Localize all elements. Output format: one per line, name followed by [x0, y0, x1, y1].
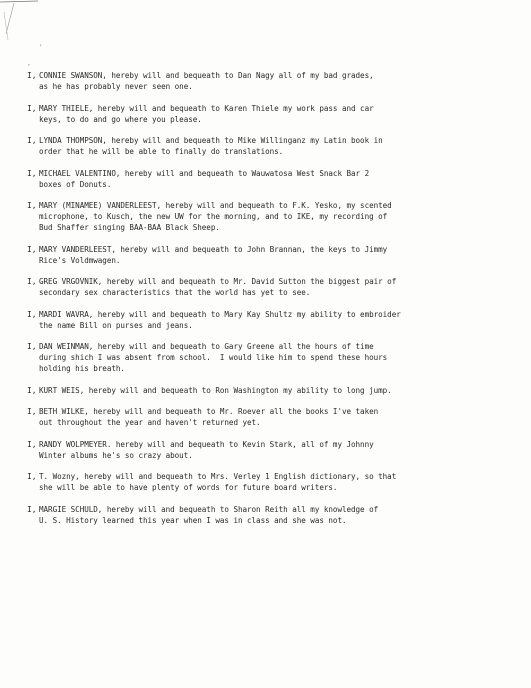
bequest-entry — [27, 471, 517, 493]
bequest-entry — [27, 103, 517, 125]
bequest-list — [27, 70, 517, 536]
entry-lead: I, — [27, 277, 37, 286]
entry-line: as he has probably never seen one. — [39, 82, 193, 91]
bequest-entry — [27, 135, 517, 157]
entry-lead: I, — [27, 407, 37, 416]
entry-text — [39, 276, 517, 298]
entry-line: Rice's Voldmwagen. — [39, 255, 121, 265]
bequest-entry — [27, 504, 517, 526]
entry-line: MARGIE SCHULD, hereby will and bequeath to Sharon Reith all my knowledge of — [39, 504, 379, 514]
entry-lead: I, — [27, 439, 37, 449]
bequest-entry — [27, 406, 517, 428]
bequest-entry — [27, 309, 517, 331]
entry-line: Winter albums he's so crazy about. — [39, 450, 193, 460]
entry-lead: I, — [27, 71, 37, 80]
entry-text — [39, 439, 517, 461]
bequest-entry — [27, 70, 517, 92]
entry-text — [39, 385, 517, 396]
entry-line: LYNDA THOMPSON, hereby will and bequeath to Mike Willinganz my Latin book in — [39, 136, 383, 145]
entry-lead: I, — [27, 136, 37, 145]
entry-line: RANDY WOLPMEYER. hereby will and bequeath to Kevin Stark, all of my Johnny — [39, 439, 374, 449]
bequest-entry — [27, 276, 517, 298]
stray-mark: ' — [40, 44, 42, 51]
bequest-entry — [27, 439, 517, 461]
entry-line: MICHAEL VALENTINO, hereby will and bequeath to Wauwatosa West Snack Bar 2 — [39, 168, 370, 178]
entry-line: the name Bill on purses and jeans. — [39, 320, 193, 330]
entry-line: GREG VRGOVNIK, hereby will and bequeath to Mr. David Sutton the biggest pair of — [39, 277, 397, 286]
entry-text — [39, 406, 517, 428]
entry-text — [39, 244, 517, 266]
entry-line: keys, to do and go where you please. — [39, 114, 202, 124]
entry-text — [39, 168, 517, 190]
entry-line: KURT WEIS, hereby will and bequeath to Ron Washington my ability to long jump. — [39, 385, 392, 395]
entry-line: during shich I was absent from school. I would like him to spend these hours — [39, 353, 388, 362]
entry-text — [39, 200, 517, 233]
bequest-entry — [27, 168, 517, 190]
entry-text — [39, 70, 517, 92]
bequest-entry — [27, 244, 517, 266]
entry-line: out throughout the year and haven't returned yet. — [39, 418, 261, 427]
entry-line: T. Wozny, hereby will and bequeath to Mrs. Verley 1 English dictionary, so that — [39, 472, 397, 481]
entry-lead: I, — [27, 309, 37, 319]
entry-line: microphone, to Kusch, the new UW for the morning, and to IKE, my recording of — [39, 212, 388, 221]
entry-line: BETH WILKE, hereby will and bequeath to Mr. Roever all the books I've taken — [39, 407, 379, 416]
entry-lead: I, — [27, 244, 37, 254]
entry-line: MARY (MINAMEE) VANDERLEEST, hereby will and bequeath to F.K. Yesko, my scented — [39, 201, 392, 210]
entry-line: Bud Shaffer singing BAA-BAA Black Sheep. — [39, 223, 220, 232]
entry-line: holding his breath. — [39, 364, 125, 373]
stray-mark: , — [28, 60, 30, 67]
entry-line: U. S. History learned this year when I was in class and she was not. — [39, 515, 347, 525]
entry-line: order that he will be able to finally do translations. — [39, 147, 284, 156]
entry-text — [39, 471, 517, 493]
entry-lead: I, — [27, 504, 37, 514]
entry-text — [39, 309, 517, 331]
entry-line: secondary sex characteristics that the world has yet to see. — [39, 288, 311, 297]
entry-line: MARY THIELE, hereby will and bequeath to Karen Thiele my work pass and car — [39, 103, 374, 113]
entry-line: MARY VANDERLEEST, hereby will and bequeath to John Brannan, the keys to Jimmy — [39, 244, 388, 254]
entry-line: CONNIE SWANSON, hereby will and bequeath to Dan Nagy all of my bad grades, — [39, 71, 374, 80]
page-corner-marks — [0, 0, 60, 60]
bequest-entry — [27, 200, 517, 233]
entry-line: MARDI WAVRA, hereby will and bequeath to Mary Kay Shultz my ability to embroider — [39, 309, 401, 319]
entry-line: she will be able to have plenty of words for future board writers. — [39, 483, 338, 492]
entry-text — [39, 341, 517, 374]
entry-text — [39, 135, 517, 157]
entry-line: boxes of Donuts. — [39, 179, 112, 189]
entry-lead: I, — [27, 168, 37, 178]
entry-text — [39, 103, 517, 125]
entry-line: DAN WEINMAN, hereby will and bequeath to Gary Greene all the hours of time — [39, 342, 374, 351]
entry-text — [39, 504, 517, 526]
entry-lead: I, — [27, 103, 37, 113]
bequest-entry — [27, 385, 517, 396]
bequest-entry — [27, 341, 517, 374]
entry-lead: I, — [27, 201, 37, 210]
entry-lead: I, — [27, 472, 37, 481]
entry-lead: I, — [27, 385, 37, 395]
entry-lead: I, — [27, 342, 37, 351]
